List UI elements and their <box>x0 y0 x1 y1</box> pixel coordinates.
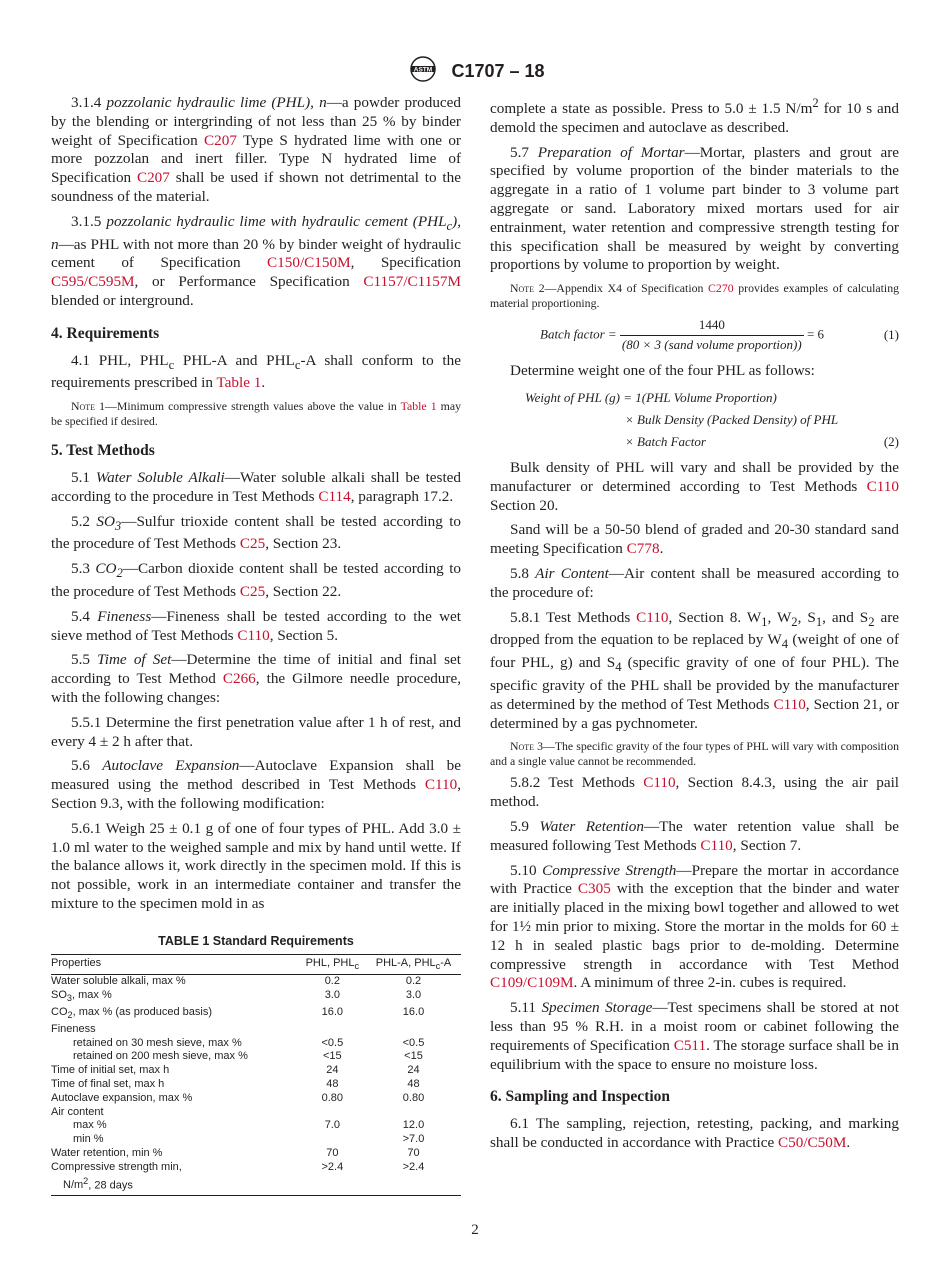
table-row: Autoclave expansion, max % 0.80 0.80 <box>51 1091 425 1104</box>
paragraph-5-1: 5.1 Water Soluble Alkali—Water soluble alkali shall be tested according to the procedure in Test Methods C114, paragraph 17.2. <box>51 469 461 505</box>
svg-text:ASTM: ASTM <box>414 66 433 74</box>
link-c207[interactable]: C207 <box>204 131 237 149</box>
link-table-1-note[interactable]: Table 1 <box>400 399 437 414</box>
paragraph-5-8: 5.8 Air Content—Air content shall be measured according to the procedure of: <box>490 565 899 601</box>
paragraph-5-2: 5.2 $SO_3—Sulfur$ trioxide content shall be tested according to the procedure of Test Methods C25, Section 23. <box>51 512 462 553</box>
link-c1157[interactable]: C1157/C1157M <box>363 273 461 291</box>
link-c595[interactable]: C595/C595M <box>51 273 135 291</box>
link-c110-6[interactable]: C110 <box>643 774 676 792</box>
paragraph-5-6-1: 5.6.1 Weigh 25 ± 0.1 g of one of four types of PHL. Add 3.0 ± 1.0 ml water to the weighed sample and mix by hand until wette. If the balance allows it, work directly in the specimen mold. If this is not possible, work in an intermediate container and transfer the mixture to the specimen mold in as <box>51 819 461 913</box>
paragraph-5-11: 5.11 Specimen Storage—Test specimens shall be stored at not less than 95 % R.H. in a moist room or cabinet following the requirements of Specification C511. The storage surface shall be in equilibrium with the space to ensure no moisture loss. <box>490 999 899 1073</box>
table-row: Time of initial set, max h 24 24 <box>51 1064 420 1077</box>
equation-1: Batch factor = $\frac{1440}{\text{(80 × 3 (sand volume proportion))}}$ = 6 (1) <box>540 317 899 353</box>
left-column <box>51 94 461 920</box>
table-row: retained on 200 mesh sieve, max % <15 <15 <box>73 1050 423 1063</box>
table-caption: TABLE 1 Standard Requirements <box>158 934 354 948</box>
link-c25[interactable]: C25 <box>239 535 266 553</box>
determine-weight-text: Determine weight one of the four PHL as follows: <box>510 362 815 380</box>
table-row: Water retention, min % 70 70 <box>51 1146 420 1159</box>
paragraph-4-1: 4.1 PHL, $PHL_c$ PHL-A and $PHL_c-A$ shall conform to the requirements prescribed in Table 1. <box>51 351 461 392</box>
link-c50[interactable]: C50/C50M <box>778 1134 847 1152</box>
link-c110-5[interactable]: C110 <box>773 695 806 713</box>
table-header-row: Properties PHL, $PHL_c$ PHL-A, $PHL_c-A$ <box>51 955 461 975</box>
equation-2: Weight of PHL (g) = 1(PHL Volume Proportion) × Bulk Density (Packed Density) of PHL × Batch Factor (2) <box>525 390 899 450</box>
note-3: Note 3—The specific gravity of the four types of PHL will vary with composition and a single value cannot be recommended. <box>490 739 899 768</box>
link-c25-2[interactable]: C25 <box>239 583 266 601</box>
paragraph-5-3: 5.3 $CO_2—Carbon$ dioxide content shall be tested according to the procedure of Test Methods C25, Section 22. <box>51 560 462 601</box>
link-c266[interactable]: C266 <box>222 670 256 688</box>
link-c207-2[interactable]: C207 <box>136 169 170 187</box>
link-c110-2[interactable]: C110 <box>424 776 458 794</box>
table-row: max % 7.0 12.0 <box>73 1119 425 1132</box>
link-c110-7[interactable]: C110 <box>700 836 733 854</box>
link-c109[interactable]: C109/C109M <box>490 974 574 992</box>
link-c110[interactable]: C110 <box>237 626 270 644</box>
link-c305[interactable]: C305 <box>577 880 611 898</box>
link-c110-4[interactable]: C110 <box>636 608 669 626</box>
link-c114[interactable]: C114 <box>318 487 351 505</box>
page-number: 2 <box>471 1222 479 1238</box>
section-heading-5: 5. Test Methods <box>51 442 155 460</box>
table-row: Air content <box>51 1105 104 1118</box>
paragraph-5-7: 5.7 Preparation of Mortar—Mortar, plasters and grout are specified by volume proportion of the binder materials to the aggregate in a ratio of 1 volume part binder to 3 volume part aggregate or sand. Laboratory mixed mortars used for air entrainment, water retention and compressive strength testing for this specification shall be measured by weight by converting proportions by volume to proportion by weight. <box>490 143 900 274</box>
paragraph-6-1: 6.1 The sampling, rejection, retesting, packing, and marking shall be conducted in accordance with Practice C50/C50M. <box>490 1115 899 1152</box>
right-column <box>490 94 899 1159</box>
table-row: $SO_3$, max % 3.0 3.0 <box>51 988 422 1003</box>
paragraph-5-6-1-continued: complete a state as possible. Press to 5.0 ± 1.5 $N/m^2$ for 10 s and demold the specimen and autoclave as described. <box>490 96 899 136</box>
link-c778[interactable]: C778 <box>626 540 660 558</box>
table-row: Compressive strength min, $N/m^2$, 28 days >2.4 >2.4 <box>51 1161 461 1196</box>
paragraph-5-5: 5.5 Time of Set—Determine the time of initial and final set according to Test Method C266, the Gilmore needle procedure, with the following changes: <box>51 651 461 707</box>
link-c110-3[interactable]: C110 <box>866 477 899 495</box>
table-row: Water soluble alkali, max % 0.2 0.2 <box>51 974 422 987</box>
note-2: Note 2—Appendix X4 of Specification C270 provides examples of calculating material proportioning. <box>490 281 899 310</box>
link-c150[interactable]: C150/C150M <box>267 254 351 272</box>
table-row: Fineness <box>51 1022 96 1035</box>
paragraph-3-1-4: 3.1.4 pozzolanic hydraulic lime (PHL), n—a powder produced by the blending or intergrinding of not less than 25 % by binder weight of Specification C207 Type S hydrated lime with one or more pozzolan and inert filler. Type N hydrated lime of Specification C207 shall be used if shown not detrimental to the soundness of the material. <box>51 94 462 205</box>
paragraph-5-4: 5.4 Fineness—Fineness shall be tested according to the wet sieve method of Test Methods C110, Section 5. <box>51 607 461 644</box>
paragraph-5-5-1: 5.5.1 Determine the first penetration value after 1 h of rest, and every 4 ± 2 h after that. <box>51 713 461 750</box>
paragraph-5-8-1: 5.8.1 Test Methods C110, Section 8. $W_1$, $W_2$, $S_1$, and $S_2$ are dropped from the equation to be replaced by $W_4$ (weight of one of four PHL, g) and $S_4$ (specific gravity of one of four PHL). The specific gravity of the PHL shall be provided by the manufacturer as determined by the method of Test Methods C110, Section 21, or determined by a gas pychnometer. <box>490 608 900 732</box>
section-heading-4: 4. Requirements <box>51 324 160 342</box>
paragraph-5-9: 5.9 Water Retention—The water retention value shall be measured following Test Methods C110, Section 7. <box>490 818 900 854</box>
bulk-density-paragraph: Bulk density of PHL will vary and shall be provided by the manufacturer or determined according to Test Methods C110 Section 20. <box>490 459 899 514</box>
table-row: min % >7.0 <box>73 1133 425 1146</box>
paragraph-3-1-5: 3.1.5 pozzolanic hydraulic lime with hydraulic cement $(PHL_c)$, n—as PHL with not more than 20 % by binder weight of hydraulic cement of Specification C150/C150M, Specification C595/C595M, or Performance Specification C1157/C1157M blended or interground. <box>51 212 462 309</box>
link-c511[interactable]: C511 <box>673 1036 707 1054</box>
document-id: C1707 – 18 <box>451 61 545 81</box>
page-header <box>0 56 950 87</box>
section-heading-6: 6. Sampling and Inspection <box>490 1088 671 1106</box>
paragraph-5-10: 5.10 Compressive Strength—Prepare the mortar in accordance with Practice C305 with the exception that the binder and water are initially placed in the mixing bowl together and allowed to wet for 1½ min prior to mixing. Store the mortar in the molds for 60 ± 12 h in sealed plastic bags prior to de-molding. Determine compressive strength in accordance with Test Method C109/C109M. A minimum of three 2-in. cubes is required. <box>490 861 900 992</box>
table-1 <box>51 934 461 1196</box>
link-table-1[interactable]: Table 1 <box>216 374 262 392</box>
paragraph-5-8-2: 5.8.2 Test Methods C110, Section 8.4.3, using the air pail method. <box>490 774 900 811</box>
table-row: $CO_2$, max % (as produced basis) 16.0 16.0 <box>51 1005 425 1020</box>
requirements-table <box>51 954 461 1196</box>
astm-logo-icon <box>405 56 441 87</box>
note-1: Note 1—Minimum compressive strength values above the value in Table 1 may be specified if desired. <box>51 399 461 428</box>
link-c270[interactable]: C270 <box>708 281 734 296</box>
paragraph-5-6: 5.6 Autoclave Expansion—Autoclave Expansion shall be measured using the method described in Test Methods C110, Section 9.3, with the following modification: <box>51 757 462 813</box>
sand-paragraph: Sand will be a 50-50 blend of graded and 20-30 standard sand meeting Specification C778. <box>490 521 899 558</box>
table-row: Time of final set, max h 48 48 <box>51 1077 420 1090</box>
table-row: retained on 30 mesh sieve, max % <0.5 <0.5 <box>73 1036 425 1049</box>
